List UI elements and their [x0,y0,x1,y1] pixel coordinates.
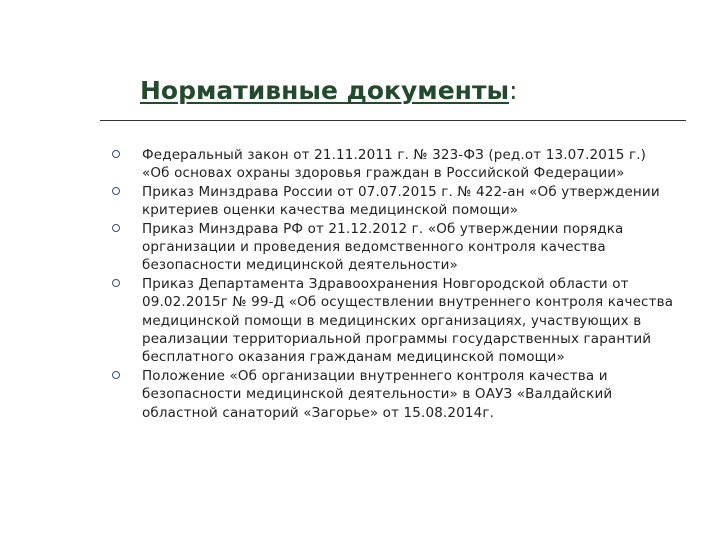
list-item [112,220,677,275]
page-title-colon: : [509,76,518,105]
list-item [112,367,677,422]
list-item [112,146,677,183]
list-item-text: Положение «Об организации внутреннего контроля качества и безопасности медицинской деятельности» в ОАУЗ «Валдайский областной санаторий «Загорье» от 15.08.2014г. [142,367,613,421]
hollow-circle-icon [112,279,120,287]
hollow-circle-icon [112,150,120,158]
hollow-circle-icon [112,224,120,232]
list-item-text: Приказ Минздрава РФ от 21.12.2012 г. «Об утверждении порядка организации и проведения ведомственного контроля качества безопасности медицинской деятельности» [142,220,624,274]
list-item [112,275,677,367]
hollow-circle-icon [112,187,120,195]
list-item-text: Приказ Департамента Здравоохранения Новгородской области от 09.02.2015г № 99-Д «Об осуществлении внутреннего контроля качества медицинской помощи в медицинских организациях, участвующих в реализации территориальной программы государственных гарантий бесплатного оказания гражданам медицинской помощи» [142,275,674,366]
list-item-text: Федеральный закон от 21.11.2011 г. № 323-ФЗ (ред.от 13.07.2015 г.) «Об основах охраны здоровья граждан в Российской Федерации» [142,147,647,182]
hollow-circle-icon [112,371,120,379]
list-item [112,183,677,220]
page-title [140,76,620,106]
documents-list [112,146,677,422]
page-title-text: Нормативные документы [140,76,510,105]
title-divider [100,120,686,121]
list-item-text: Приказ Минздрава России от 07.07.2015 г. № 422-ан «Об утверждении критериев оценки качества медицинской помощи» [142,183,660,219]
